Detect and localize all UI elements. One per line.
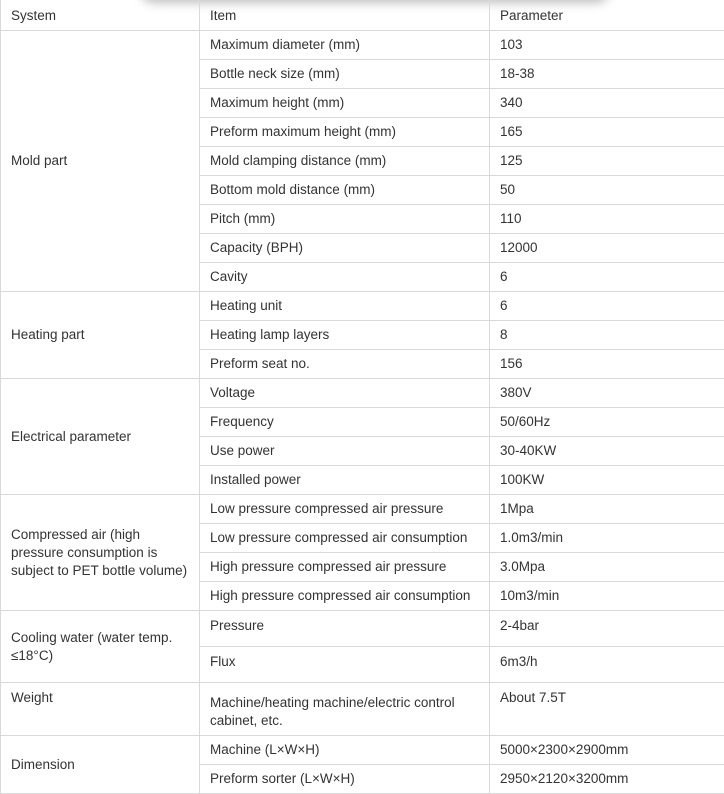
value-cell: 110 [490, 205, 724, 234]
value-cell: 125 [490, 147, 724, 176]
item-cell: Voltage [200, 379, 490, 408]
item-cell: Heating unit [200, 292, 490, 321]
item-cell: Bottom mold distance (mm) [200, 176, 490, 205]
value-cell: 2-4bar [490, 611, 724, 647]
value-cell: 1.0m3/min [490, 524, 724, 553]
value-cell: 6 [490, 292, 724, 321]
value-cell: 2950×2120×3200mm [490, 765, 724, 794]
value-cell: 8 [490, 321, 724, 350]
item-cell: Bottle neck size (mm) [200, 60, 490, 89]
item-cell: Low pressure compressed air consumption [200, 524, 490, 553]
value-cell: 50 [490, 176, 724, 205]
item-cell: Flux [200, 647, 490, 683]
system-cell-cooling-water: Cooling water (water temp. ≤18°C) [1, 611, 200, 683]
value-cell: 10m3/min [490, 582, 724, 611]
item-cell: Machine (L×W×H) [200, 736, 490, 765]
item-cell: Machine/heating machine/electric control cabinet, etc. [200, 683, 490, 736]
item-cell: Capacity (BPH) [200, 234, 490, 263]
item-cell: Frequency [200, 408, 490, 437]
value-cell: 103 [490, 31, 724, 60]
item-cell: Maximum height (mm) [200, 89, 490, 118]
value-cell: 18-38 [490, 60, 724, 89]
system-cell-dimension: Dimension [1, 736, 200, 794]
system-cell-mold-part: Mold part [1, 31, 200, 292]
value-cell: 3.0Mpa [490, 553, 724, 582]
value-cell: 156 [490, 350, 724, 379]
item-cell: Mold clamping distance (mm) [200, 147, 490, 176]
value-cell: 30-40KW [490, 437, 724, 466]
value-cell: 6m3/h [490, 647, 724, 683]
value-cell: 12000 [490, 234, 724, 263]
header-system: System [1, 0, 200, 31]
system-cell-heating-part: Heating part [1, 292, 200, 379]
value-cell: 50/60Hz [490, 408, 724, 437]
item-cell: Pitch (mm) [200, 205, 490, 234]
item-cell: Pressure [200, 611, 490, 647]
item-cell: Preform seat no. [200, 350, 490, 379]
system-cell-weight: Weight [1, 683, 200, 736]
item-cell: Preform maximum height (mm) [200, 118, 490, 147]
value-cell: 100KW [490, 466, 724, 495]
table-row [1, 31, 724, 60]
table-row [1, 379, 724, 408]
value-cell: 6 [490, 263, 724, 292]
item-cell: Maximum diameter (mm) [200, 31, 490, 60]
value-cell: 5000×2300×2900mm [490, 736, 724, 765]
header-parameter: Parameter [490, 0, 724, 31]
system-cell-compressed-air: Compressed air (high pressure consumption is subject to PET bottle volume) [1, 495, 200, 611]
item-cell: Use power [200, 437, 490, 466]
table-row [1, 611, 724, 647]
value-cell: 340 [490, 89, 724, 118]
header-item: Item [200, 0, 490, 31]
table-row [1, 736, 724, 765]
item-cell: High pressure compressed air pressure [200, 553, 490, 582]
system-cell-electrical-parameter: Electrical parameter [1, 379, 200, 495]
header-row [1, 0, 724, 31]
item-cell: Low pressure compressed air pressure [200, 495, 490, 524]
table-row [1, 292, 724, 321]
item-cell: Installed power [200, 466, 490, 495]
value-cell: 1Mpa [490, 495, 724, 524]
value-cell: About 7.5T [490, 683, 724, 736]
value-cell: 380V [490, 379, 724, 408]
item-cell: Heating lamp layers [200, 321, 490, 350]
item-cell: Preform sorter (L×W×H) [200, 765, 490, 794]
item-cell: Cavity [200, 263, 490, 292]
table-row [1, 683, 724, 736]
table-row [1, 495, 724, 524]
item-cell: High pressure compressed air consumption [200, 582, 490, 611]
value-cell: 165 [490, 118, 724, 147]
